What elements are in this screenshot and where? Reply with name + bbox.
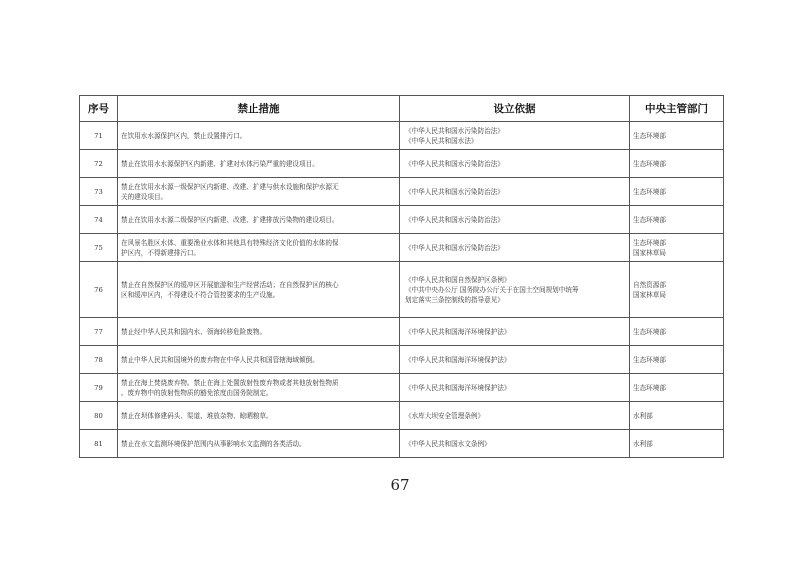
- row-measure: [118, 346, 400, 374]
- table-row: [80, 150, 724, 178]
- regulation-table-container: [79, 95, 723, 458]
- table-header-row: [80, 96, 724, 122]
- row-measure: [118, 234, 400, 262]
- table-row: [80, 178, 724, 206]
- row-serial-number: 76: [80, 262, 118, 318]
- row-legal-basis: [400, 206, 630, 234]
- row-serial-number: 77: [80, 318, 118, 346]
- department-line: 生态环境部: [633, 238, 666, 247]
- row-department: [630, 122, 724, 150]
- measure-line: 禁止在坝体修建码头、渠道、堆放杂物、晾晒粮草。: [121, 411, 273, 420]
- row-department: [630, 234, 724, 262]
- table-row: [80, 402, 724, 430]
- row-legal-basis: [400, 430, 630, 458]
- measure-line: 禁止在饮用水水源一级保护区内新建、改建、扩建与供水设施和保护水源无: [121, 182, 339, 191]
- basis-line: 《中华人民共和国海洋环境保护法》: [405, 327, 511, 336]
- department-line: 生态环境部: [633, 159, 666, 168]
- row-legal-basis: [400, 178, 630, 206]
- measure-line: 禁止经中华人民共和国内水、领海转移危险废物。: [121, 327, 267, 336]
- department-line: 生态环境部: [633, 131, 666, 140]
- row-measure: [118, 318, 400, 346]
- row-measure: [118, 150, 400, 178]
- page-number: 67: [390, 476, 410, 494]
- row-serial-number: 71: [80, 122, 118, 150]
- basis-line: 《中华人民共和国水污染防治法》: [405, 215, 504, 224]
- basis-line: 《中华人民共和国自然保护区条例》: [405, 275, 511, 284]
- measure-line: 。废弃物中的放射性物质的豁免浓度由国务院制定。: [121, 388, 273, 397]
- row-legal-basis: [400, 234, 630, 262]
- basis-line: 《中华人民共和国水污染防治法》: [405, 243, 504, 252]
- basis-line: 划定落实三条控制线的指导意见》: [405, 295, 504, 304]
- measure-line: 在风景名胜区水体、重要渔业水体和其他具有特殊经济文化价值的水体的保: [121, 238, 339, 247]
- measure-line: 护区内，不得新建排污口。: [121, 248, 201, 257]
- basis-line: 《中华人民共和国水污染防治法》: [405, 159, 504, 168]
- department-line: 生态环境部: [633, 215, 666, 224]
- row-department: [630, 150, 724, 178]
- row-department: [630, 262, 724, 318]
- measure-line: 关的建设项目。: [121, 192, 168, 201]
- basis-line: 《中华人民共和国水文条例》: [405, 439, 491, 448]
- table-row: [80, 262, 724, 318]
- row-legal-basis: [400, 402, 630, 430]
- department-line: 生态环境部: [633, 383, 666, 392]
- basis-line: 《中共中央办公厅 国务院办公厅关于在国土空间规划中统筹: [405, 285, 579, 294]
- measure-line: 区和缓冲区内，不得建设不符合管控要求的生产设施。: [121, 290, 280, 299]
- department-line: 自然资源部: [633, 280, 666, 289]
- measure-line: 禁止在饮用水水源保护区内新建、扩建对水体污染严重的建设项目。: [121, 159, 319, 168]
- row-measure: [118, 178, 400, 206]
- row-measure: [118, 262, 400, 318]
- department-line: 生态环境部: [633, 327, 666, 336]
- row-department: [630, 374, 724, 402]
- header-serial-number: 序号: [80, 96, 118, 122]
- row-serial-number: 78: [80, 346, 118, 374]
- department-line: 国家林草局: [633, 248, 666, 257]
- header-legal-basis: 设立依据: [400, 96, 630, 122]
- table-row: [80, 206, 724, 234]
- regulation-table: [79, 95, 724, 458]
- row-serial-number: 79: [80, 374, 118, 402]
- row-legal-basis: [400, 122, 630, 150]
- measure-line: 禁止在自然保护区的缓冲区开展旅游和生产经营活动；在自然保护区的核心: [121, 280, 339, 289]
- row-measure: [118, 374, 400, 402]
- row-legal-basis: [400, 374, 630, 402]
- table-row: [80, 122, 724, 150]
- department-line: 水利部: [633, 411, 653, 420]
- measure-line: 在饮用水水源保护区内，禁止设置排污口。: [121, 131, 247, 140]
- table-row: [80, 234, 724, 262]
- basis-line: 《中华人民共和国水污染防治法》: [405, 187, 504, 196]
- department-line: 水利部: [633, 439, 653, 448]
- row-department: [630, 318, 724, 346]
- table-row: [80, 374, 724, 402]
- measure-line: 禁止在海上焚烧废弃物。禁止在海上处置放射性废弃物或者其他放射性物质: [121, 378, 339, 387]
- measure-line: 禁止在水文监测环境保护范围内从事影响水文监测的各类活动。: [121, 439, 306, 448]
- row-legal-basis: [400, 318, 630, 346]
- row-measure: [118, 402, 400, 430]
- row-legal-basis: [400, 346, 630, 374]
- row-department: [630, 430, 724, 458]
- department-line: 生态环境部: [633, 187, 666, 196]
- header-central-department: 中央主管部门: [630, 96, 724, 122]
- table-row: [80, 318, 724, 346]
- row-serial-number: 74: [80, 206, 118, 234]
- basis-line: 《中华人民共和国水污染防治法》: [405, 126, 504, 135]
- row-serial-number: 75: [80, 234, 118, 262]
- table-row: [80, 346, 724, 374]
- row-measure: [118, 206, 400, 234]
- row-serial-number: 73: [80, 178, 118, 206]
- row-department: [630, 206, 724, 234]
- row-legal-basis: [400, 150, 630, 178]
- measure-line: 禁止中华人民共和国境外的废弃物在中华人民共和国管辖海域倾倒。: [121, 355, 319, 364]
- row-serial-number: 81: [80, 430, 118, 458]
- row-measure: [118, 430, 400, 458]
- department-line: 国家林草局: [633, 290, 666, 299]
- table-row: [80, 430, 724, 458]
- row-department: [630, 402, 724, 430]
- row-department: [630, 178, 724, 206]
- basis-line: 《水库大坝安全管理条例》: [405, 411, 485, 420]
- basis-line: 《中华人民共和国海洋环境保护法》: [405, 383, 511, 392]
- row-serial-number: 80: [80, 402, 118, 430]
- row-department: [630, 346, 724, 374]
- basis-line: 《中华人民共和国海洋环境保护法》: [405, 355, 511, 364]
- header-prohibited-measure: 禁止措施: [118, 96, 400, 122]
- row-measure: [118, 122, 400, 150]
- measure-line: 禁止在饮用水水源二级保护区内新建、改建、扩建排放污染物的建设项目。: [121, 215, 339, 224]
- basis-line: 《中华人民共和国水法》: [405, 136, 478, 145]
- row-serial-number: 72: [80, 150, 118, 178]
- table-body: [80, 122, 724, 458]
- department-line: 生态环境部: [633, 355, 666, 364]
- row-legal-basis: [400, 262, 630, 318]
